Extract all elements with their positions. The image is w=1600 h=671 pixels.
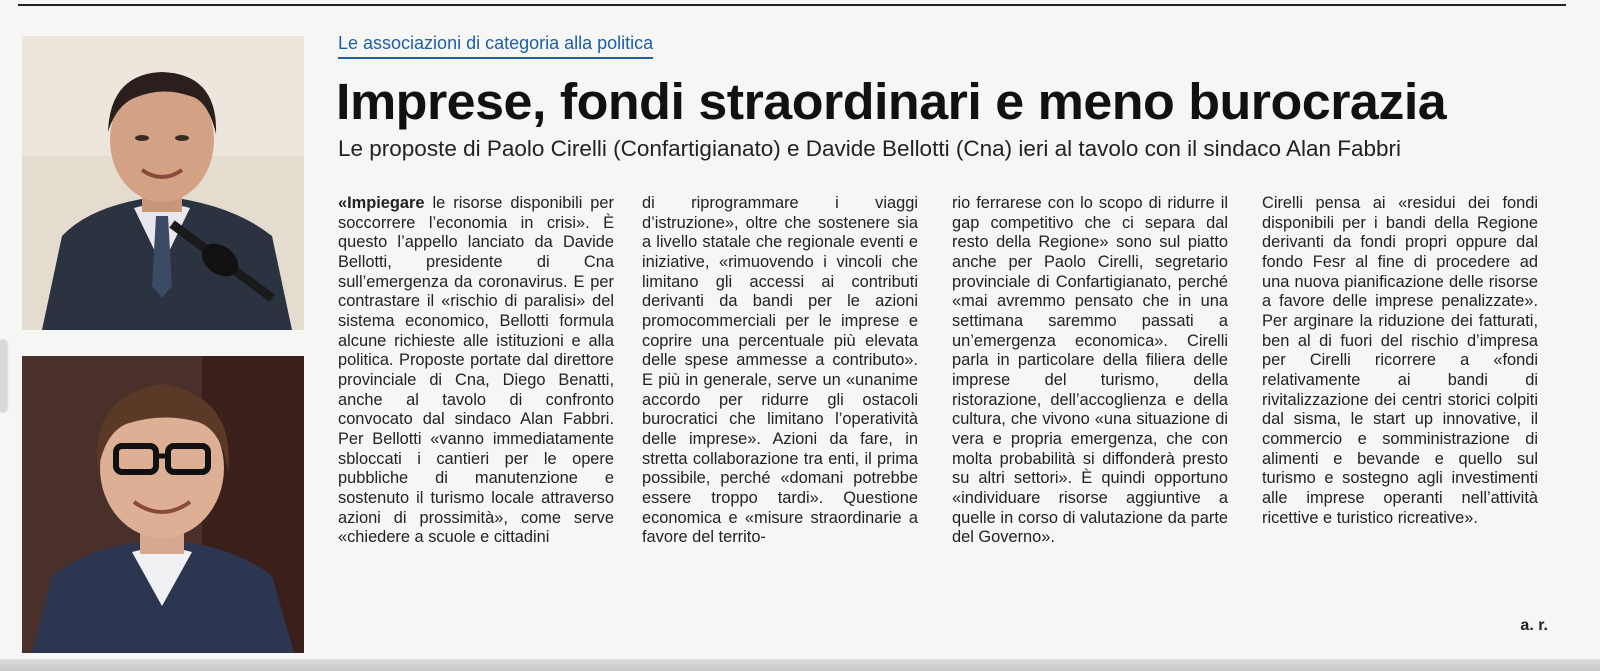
- article-subheadline: Le proposte di Paolo Cirelli (Confartigianato) e Davide Bellotti (Cna) ieri al tavolo con il sindaco Alan Fabbri: [338, 136, 1402, 161]
- photo-cirelli: [22, 36, 304, 330]
- article-column-2: di riprogrammare i viaggi d’istruzione», oltre che sostenere sia a livello statale che regionale eventi e iniziative, «rimuovendo i vincoli che limitano gli accessi ai contributi derivanti da bandi per le azioni promocommerciali per le imprese e coprire una percentuale più elevata delle spese ammesse a contributo». E più in generale, serve un «unanime accordo per ridurre gli ostacoli burocratici che limitano l’operatività delle imprese». Azioni da fare, in stretta collaborazione tra enti, il prima possibile, perché «domani potrebbe essere troppo tardi». Questione economica e «misure straordinarie a favore del territo-: [642, 194, 918, 547]
- article-column-4: Cirelli pensa ai «residui dei fondi disponibili per i bandi della Regione derivanti da fondi propri oppure dal fondo Fesr al fine di procedere ad una nuova pianificazione delle risorse a favore delle imprese penalizzate». Per arginare la riduzione dei fatturati, ben al di fuori del rischio d’impresa per Cirelli ricorrere a «fondi relativamente ai bandi di rivitalizzazione dei centri storici colpiti dal sisma, le start up innovative, il commercio e somministrazione di alimenti e bevande e quello sul turismo e sostegno agli investimenti alle imprese operanti nell’attività ricettive e turistico ricreative».: [1262, 194, 1538, 527]
- article-kicker: Le associazioni di categoria alla politica: [338, 33, 653, 59]
- column-1-text: le risorse disponibili per soccorrere l’economia in crisi». È questo l’appello lanciato da Davide Bellotti, presidente di Cna sull’emergenza da coronavirus. E per contrastare il «rischio di paralisi» del sistema economico, Bellotti formula alcune richieste alle istituzioni e alla politica. Proposte portate dal direttore provinciale di Cna, Diego Benatti, anche al tavolo di confronto convocato dal sindaco Alan Fabbri. Per Bellotti «vanno immediatamente sbloccati i cantieri per le opere pubbliche di manutenzione e sostenuto il turismo locale attraverso azioni di prossimità», come serve «chiedere a scuole e cittadini: [338, 194, 614, 547]
- bottom-bar: [0, 659, 1600, 671]
- article-headline: Imprese, fondi straordinari e meno burocrazia: [336, 73, 1447, 130]
- article-column-1: [338, 194, 614, 548]
- author-signature: a. r.: [1520, 617, 1548, 634]
- top-rule: [18, 4, 1566, 6]
- portrait-photo-icon: [22, 356, 304, 653]
- lead-word: «Impiegare: [338, 194, 425, 212]
- article-column-3: rio ferrarese con lo scopo di ridurre il gap competitivo che ci separa dal resto della Regione» sono sul piatto anche per Paolo Cirelli, segretario provinciale di Confartigianato, perché «mai avremmo pensato che in una settimana saremmo passati a un’emergenza economica». Cirelli parla in particolare della filiera delle imprese del turismo, della ristorazione, dell’accoglienza e della cultura, che vivono «una situazione di vera e propria emergenza, che con molta probabilità si diffonderà presto su altri settori». È quindi opportuno «individuare risorse aggiuntive a quelle in corso di valutazione da parte del Governo».: [952, 194, 1228, 547]
- photo-bellotti: [22, 356, 304, 653]
- portrait-photo-icon: [22, 36, 304, 330]
- side-scroll-handle[interactable]: [0, 340, 7, 412]
